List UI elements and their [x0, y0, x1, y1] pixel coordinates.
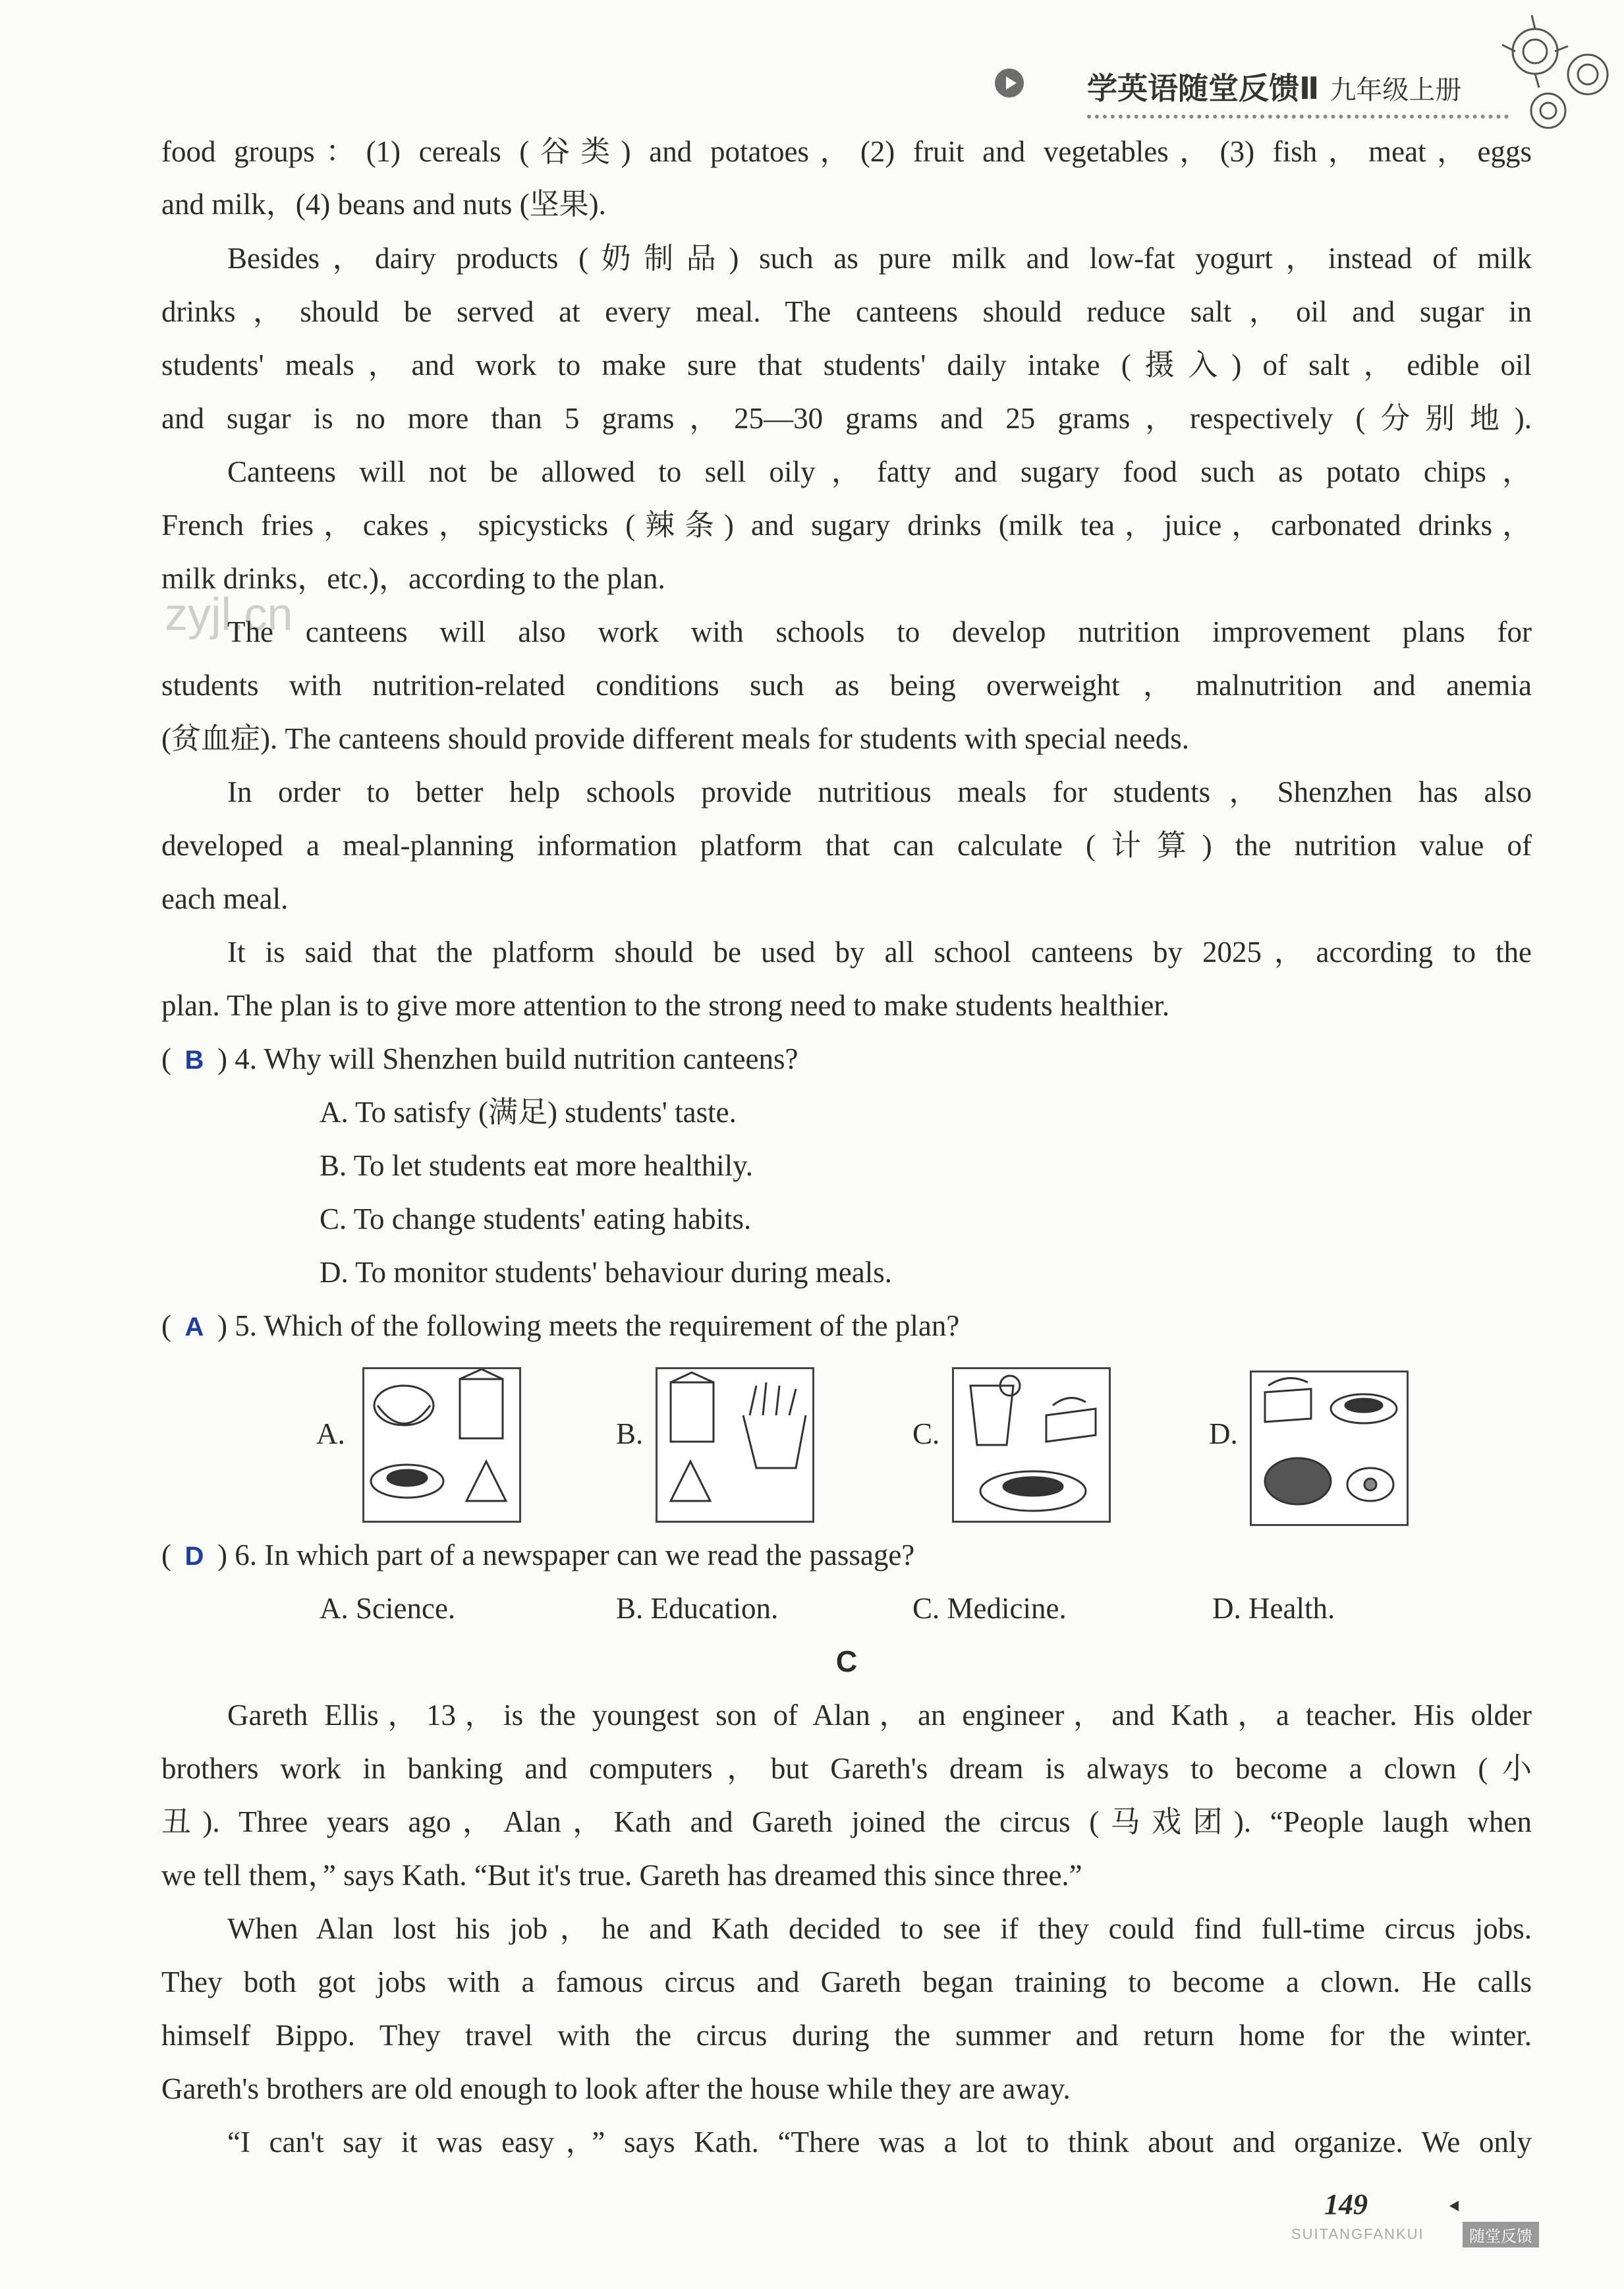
text-line: plan. The plan is to give more attention to the strong need to make students healthier.	[161, 989, 1170, 1022]
text-line: developed a meal-planning information platform that can calculate (计算) the nutrition value of	[161, 829, 1532, 862]
text-line: food groups：(1) cereals (谷类) and potatoes，(2) fruit and vegetables，(3) fish，meat，eggs	[161, 135, 1532, 168]
text-line: himself Bippo. They travel with the circus during the summer and return home for the winter.	[161, 2019, 1532, 2052]
text-line: students' meals，and work to make sure that students' daily intake (摄入) of salt，edible oil	[161, 349, 1532, 382]
text-line: French fries，cakes，spicysticks (辣条) and sugary drinks (milk tea，juice，carbonated drinks，	[161, 509, 1532, 542]
text-line: and milk，(4) beans and nuts (坚果).	[161, 188, 606, 221]
text-line: Besides，dairy products (奶制品) such as pure milk and low-fat yogurt，instead of milk	[227, 242, 1532, 275]
answer-4: B	[184, 1046, 204, 1075]
text-line: “I can't say it was easy，” says Kath. “There was a lot to think about and organize. We only	[227, 2126, 1532, 2159]
text-line: Gareth's brothers are old enough to look after the house while they are away.	[161, 2072, 1071, 2105]
watermark: zyjl.cn	[165, 588, 293, 640]
q5-label-b: B.	[616, 1417, 644, 1450]
text-line: students with nutrition-related conditions such as being overweight，malnutrition and anemia	[161, 669, 1532, 702]
q4-option-c: C. To change students' eating habits.	[320, 1202, 752, 1235]
q5-picture-b	[656, 1367, 814, 1523]
text-line: brothers work in banking and computers，but Gareth's dream is always to become a clown (小	[161, 1752, 1532, 1785]
footer-brand: SUITANGFANKUI	[1291, 2226, 1424, 2242]
triangle-marker-icon	[1449, 2201, 1459, 2211]
q6-options	[161, 1589, 1532, 1628]
q5-label-c: C.	[912, 1417, 940, 1450]
flower-decoration-icon	[1496, 12, 1624, 144]
question-6-stem: 6. In which part of a newspaper can we read the passage?	[235, 1539, 915, 1571]
grade-label: 九年级上册	[1330, 75, 1462, 105]
book-title-text: 学英语随堂反馈Ⅱ	[1087, 71, 1320, 106]
text-line: In order to better help schools provide nutritious meals for students，Shenzhen has also	[227, 776, 1532, 808]
question-5: ( A ) 5. Which of the following meets the requirement of the plan?	[161, 1306, 1532, 1345]
page-header	[988, 51, 1621, 130]
q6-option-a: A. Science.	[320, 1592, 456, 1625]
play-icon	[995, 69, 1024, 98]
q5-picture-c	[952, 1367, 1111, 1523]
page-number: 149	[1324, 2188, 1368, 2220]
text-line: and sugar is no more than 5 grams，25—30 grams and 25 grams，respectively (分别地).	[161, 402, 1532, 435]
q6-option-b: B. Education.	[616, 1592, 779, 1625]
q5-picture-a	[362, 1367, 521, 1523]
text-line: When Alan lost his job，he and Kath decided to see if they could find full-time circus jobs.	[227, 1912, 1532, 1945]
text-line: 丑). Three years ago，Alan，Kath and Gareth joined the circus (马戏团). “People laugh when	[161, 1805, 1532, 1838]
answer-6: D	[184, 1542, 204, 1571]
text-line: drinks，should be served at every meal. The canteens should reduce salt，oil and sugar in	[161, 295, 1532, 328]
q5-picture-d	[1250, 1371, 1409, 1526]
text-line: (贫血症). The canteens should provide different meals for students with special needs.	[161, 722, 1189, 755]
text-line: we tell them，” says Kath. “But it's true. Gareth has dreamed this since three.”	[161, 1859, 1082, 1892]
q4-option-a: A. To satisfy (满足) students' taste.	[320, 1096, 737, 1129]
q4-option-b: B. To let students eat more healthily.	[320, 1149, 753, 1182]
answer-5: A	[184, 1313, 204, 1342]
q6-option-c: C. Medicine.	[912, 1592, 1067, 1625]
q5-label-d: D.	[1209, 1417, 1238, 1450]
text-line: Canteens will not be allowed to sell oily，fatty and sugary food such as potato chips，	[227, 455, 1532, 488]
text-line: Gareth Ellis，13，is the youngest son of Alan，an engineer，and Kath，a teacher. His older	[227, 1699, 1532, 1732]
question-5-stem: 5. Which of the following meets the requirement of the plan?	[235, 1309, 960, 1342]
text-line: each meal.	[161, 882, 289, 915]
footer-tag: 随堂反馈	[1463, 2222, 1539, 2247]
section-heading-c: C	[835, 1645, 858, 1678]
page-footer	[1291, 2188, 1568, 2246]
text-line: They both got jobs with a famous circus and Gareth began training to become a clown. He calls	[161, 1965, 1532, 1998]
q4-option-d: D. To monitor students' behaviour during meals.	[320, 1256, 893, 1289]
text-line: The canteens will also work with schools to develop nutrition improvement plans for	[227, 615, 1532, 648]
q6-option-d: D. Health.	[1212, 1592, 1335, 1625]
book-title	[1087, 65, 1461, 108]
food-image-milk-fries-watermelon	[658, 1369, 812, 1521]
text-line: It is said that the platform should be used by all school canteens by 2025，according to the	[227, 936, 1532, 969]
question-6: ( D ) 6. In which part of a newspaper can we read the passage?	[161, 1535, 1532, 1575]
question-4-stem: 4. Why will Shenzhen build nutrition canteens?	[235, 1042, 798, 1075]
header-divider	[1087, 115, 1509, 119]
q5-label-a: A.	[316, 1417, 345, 1450]
food-image-bread-meat-chicken-egg	[1252, 1372, 1407, 1524]
food-image-juice-bread-meat	[954, 1369, 1109, 1521]
food-image-rice-milk-meat-watermelon	[364, 1369, 519, 1521]
question-4: ( B ) 4. Why will Shenzhen build nutrition canteens?	[161, 1039, 1532, 1079]
text-line: milk drinks，etc.)，according to the plan.	[161, 562, 665, 595]
